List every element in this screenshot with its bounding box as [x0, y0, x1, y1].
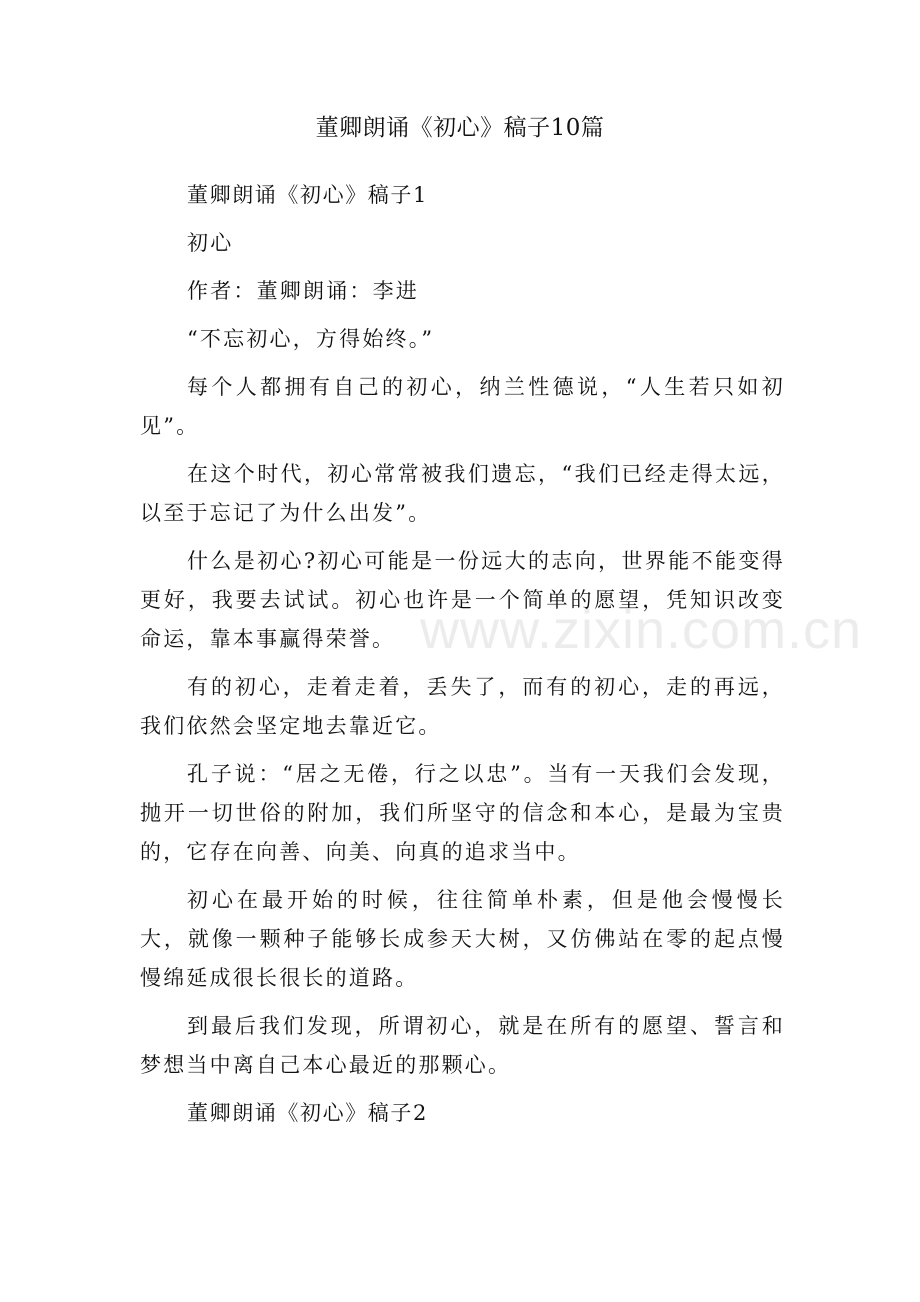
- quote-paragraph: “不忘初心，方得始终。”: [187, 327, 435, 351]
- body-paragraph: 初心在最开始的时候，往往简单朴素，但是他会慢慢长大，就像一颗种子能够长成参天大树，又仿佛站在零的起点慢慢绵延成很长很长的道路。: [140, 888, 785, 990]
- watermark: www.zixin.com.cn: [420, 600, 863, 660]
- section-heading-2: 董卿朗诵《初心》稿子2: [187, 1101, 428, 1125]
- document-title: 董卿朗诵《初心》稿子10篇: [315, 115, 605, 141]
- body-paragraph: 每个人都拥有自己的初心，纳兰性德说，“人生若只如初见”。: [140, 375, 785, 438]
- body-paragraph: 有的初心，走着走着，丢失了，而有的初心，走的再远，我们依然会坚定地去靠近它。: [140, 675, 785, 738]
- body-paragraph: 到最后我们发现，所谓初心，就是在所有的愿望、誓言和梦想当中离自己本心最近的那颗心。: [140, 1014, 785, 1077]
- body-paragraph: 在这个时代，初心常常被我们遗忘，“我们已经走得太远，以至于忘记了为什么出发”。: [140, 462, 785, 525]
- author-line: 作者：董卿朗诵：李进: [187, 279, 419, 303]
- poem-title: 初心: [187, 231, 234, 255]
- section-heading-1: 董卿朗诵《初心》稿子1: [187, 183, 428, 207]
- body-paragraph: 孔子说：“居之无倦，行之以忠”。当有一天我们会发现，抛开一切世俗的附加，我们所坚守的信念和本心，是最为宝贵的，它存在向善、向美、向真的追求当中。: [140, 762, 785, 864]
- body-paragraph: 什么是初心?初心可能是一份远大的志向，世界能不能变得更好，我要去试试。初心也许是一个简单的愿望，凭知识改变命运，靠本事赢得荣誉。: [140, 549, 785, 651]
- document-body: [140, 176, 785, 1142]
